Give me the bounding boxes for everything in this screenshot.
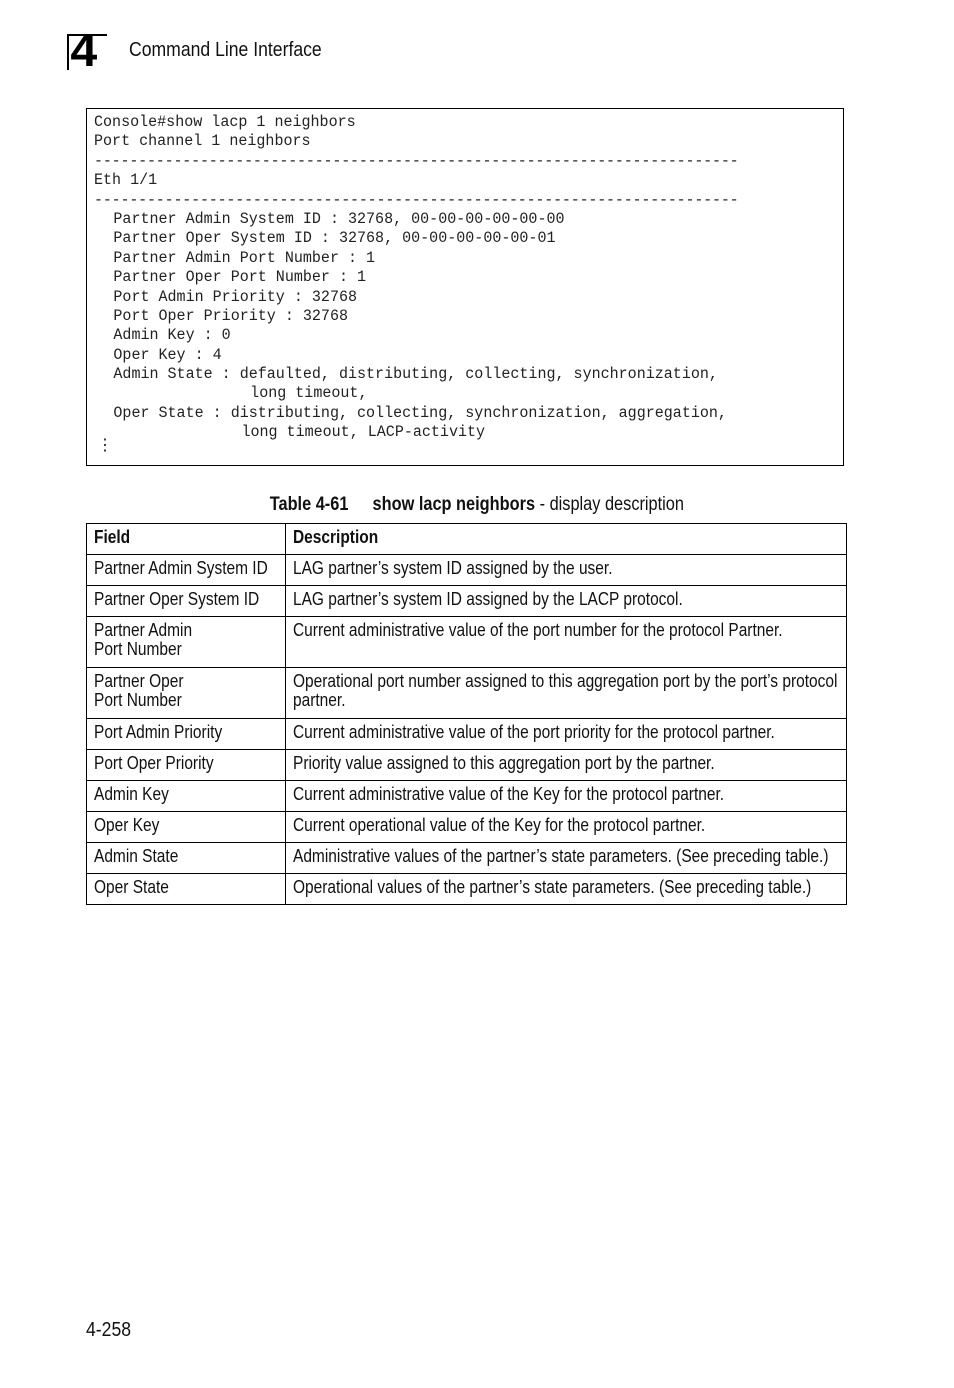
table-caption-command: show lacp neighbors — [372, 494, 536, 515]
table-header-row — [87, 524, 847, 555]
field-cell: Admin State — [87, 843, 286, 874]
code-line: Port Oper Priority : 32768 — [113, 306, 348, 325]
code-line: Partner Oper Port Number : 1 — [113, 268, 367, 287]
chapter-number: 4 — [70, 24, 98, 76]
table-caption — [0, 494, 954, 516]
code-line: Port channel 1 neighbors — [94, 132, 311, 151]
description-cell: Current administrative value of the port number for the protocol Partner. — [286, 617, 847, 668]
field-cell: Oper State — [87, 874, 286, 905]
cli-code-example — [86, 108, 844, 466]
table-row — [87, 668, 847, 719]
description-cell: Current operational value of the Key for the protocol partner. — [286, 812, 847, 843]
table-row — [87, 586, 847, 617]
code-line: Partner Admin Port Number : 1 — [113, 248, 376, 267]
code-line: Oper State : distributing, collecting, synchronization, aggregation, — [113, 403, 727, 422]
field-cell: Partner Admin System ID — [87, 555, 286, 586]
running-header-title: Command Line Interface — [129, 39, 322, 61]
code-line: Partner Oper System ID : 32768, 00-00-00-00-00-01 — [113, 229, 556, 248]
field-cell: Port Admin Priority — [87, 719, 286, 750]
description-cell: Administrative values of the partner’s state parameters. (See preceding table.) — [286, 843, 847, 874]
field-cell: Partner Oper System ID — [87, 586, 286, 617]
chapter-marker-rule-vertical — [67, 34, 69, 70]
table-row — [87, 617, 847, 668]
code-line: Port Admin Priority : 32768 — [113, 287, 358, 306]
description-cell: Current administrative value of the Key for the protocol partner. — [286, 781, 847, 812]
code-line: Eth 1/1 — [94, 171, 158, 190]
page-number: 4-258 — [86, 1319, 132, 1341]
field-cell: Partner Admin Port Number — [87, 617, 286, 668]
column-header-description: Description — [286, 524, 847, 555]
description-cell: LAG partner’s system ID assigned by the LACP protocol. — [286, 586, 847, 617]
description-cell: Operational port number assigned to this aggregation port by the port’s protocol partner. — [286, 668, 847, 719]
table-row — [87, 781, 847, 812]
code-line: Oper Key : 4 — [113, 345, 222, 364]
code-separator: ------------------------------------------------------------------------- — [94, 151, 739, 170]
table-caption-suffix: - display description — [535, 494, 685, 515]
field-description-table — [86, 523, 847, 905]
code-line-continuation: long timeout, — [250, 384, 368, 403]
field-cell: Port Oper Priority — [87, 750, 286, 781]
table-row — [87, 555, 847, 586]
description-cell: Current administrative value of the port priority for the protocol partner. — [286, 719, 847, 750]
chapter-marker — [67, 24, 111, 76]
ellipsis-icon: ⋮ — [97, 436, 113, 454]
column-header-field: Field — [87, 524, 286, 555]
description-cell: LAG partner’s system ID assigned by the user. — [286, 555, 847, 586]
table-row — [87, 750, 847, 781]
code-line: Admin Key : 0 — [113, 326, 231, 345]
code-line-command: Console#show lacp 1 neighbors — [94, 113, 356, 131]
code-separator: ------------------------------------------------------------------------- — [94, 190, 739, 209]
code-line: Partner Admin System ID : 32768, 00-00-00-00-00-00 — [113, 209, 565, 228]
table-row — [87, 843, 847, 874]
description-cell: Operational values of the partner’s state parameters. (See preceding table.) — [286, 874, 847, 905]
field-cell: Admin Key — [87, 781, 286, 812]
table-row — [87, 812, 847, 843]
description-cell: Priority value assigned to this aggregation port by the partner. — [286, 750, 847, 781]
field-cell: Oper Key — [87, 812, 286, 843]
code-line: Admin State : defaulted, distributing, collecting, synchronization, — [113, 365, 718, 384]
table-caption-number: Table 4-61 — [269, 494, 349, 515]
code-line-continuation: long timeout, LACP-activity — [241, 423, 486, 442]
field-cell: Partner Oper Port Number — [87, 668, 286, 719]
table-row — [87, 874, 847, 905]
table-row — [87, 719, 847, 750]
